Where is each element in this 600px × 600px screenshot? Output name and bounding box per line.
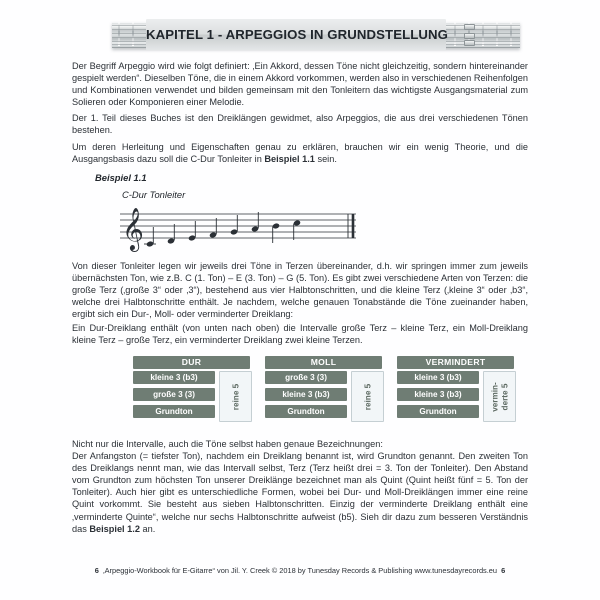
paragraph-definition: Der Begriff Arpeggio wird wie folgt definiert: ‚Ein Akkord, dessen Töne nicht gleichzeitig, sondern hintereinander gespielt werden“. Dieselben Töne, die in einem Akkord vorkommen, werden also in verschiedenen Reihenfolgen und Kombinationen verwendet und bilden gemeinsam mit den Tonleitern das wichtigste Ausgangsmaterial zum Solieren oder Komponieren einer Melodie.: [72, 61, 528, 108]
triad-row: kleine 3 (b3): [133, 371, 215, 384]
footer-copyright: ‚Arpeggio-Workbook für E-Gitarre“ von Jil. Y. Creek © 2018 by Tunesday Records & Publishing www.tunesdayrecords.eu: [102, 566, 498, 575]
paragraph-part-one: Der 1. Teil dieses Buches ist den Dreiklängen gewidmet, also Arpeggios, die aus drei verschiedenen Tönen bestehen.: [72, 113, 528, 136]
chapter-title-plate: [146, 19, 449, 50]
chapter-title: KAPITEL 1 - ARPEGGIOS IN GRUNDSTELLUNG: [146, 27, 449, 42]
triad-dur-heading: DUR: [133, 356, 250, 369]
treble-clef-icon: [122, 207, 144, 252]
thirds-text-block: [72, 260, 528, 320]
triad-row: große 3 (3): [133, 388, 215, 401]
paragraph-theory-intro: [72, 141, 528, 165]
triad-moll: [265, 356, 382, 424]
fifth-label-line-2: derte 5: [499, 383, 509, 410]
paragraph-tone-names-post: an.: [139, 523, 156, 534]
paragraph-tone-names: [72, 450, 528, 535]
triad-row: Grundton: [133, 405, 215, 418]
staff-lines: [120, 214, 356, 238]
triad-vermindert-fifth-label: [490, 374, 509, 420]
triad-vermindert-heading: VERMINDERT: [397, 356, 514, 369]
triad-intervals-text-block: [72, 322, 528, 357]
triad-dur-rows: [133, 371, 215, 422]
example-ref-1-1: Beispiel 1.1: [264, 154, 315, 165]
intro-text-block: [72, 60, 528, 119]
triad-vermindert-fifth: [483, 371, 516, 422]
tuning-peg-icon: [464, 24, 475, 30]
triad-row: kleine 3 (b3): [397, 388, 479, 401]
staff-svg: [118, 206, 358, 254]
triad-moll-rows: [265, 371, 347, 422]
paragraph-tone-names-pre: Der Anfangston (= tiefster Ton), nachdem ein Dreiklang benannt ist, wird Grundton genannt. Den zweiten Ton des Dreiklangs nennt man, wie das Intervall selbst, Terz (Terz heißt drei = 3. Ton der Tonleiter). Den Abstand vom Grundton zum höchsten Ton unserer Dreiklänge bezeichnet man als Quint (Quint heißt fünf = 5. Ton der Tonleiter). Auch hier gibt es unterschiedliche Formen, wobei bei Dur- und Moll-Dreiklängen immer eine reine Quint vorkommt. Sie besteht aus sieben Halbtonschritten. Einzig der verminderte Dreiklang enthält eine ‚verminderte Quinte“, welche nur sechs Halbtonschritte aufweist (b5). Sieh dir dazu zum besseren Verständnis das: [72, 451, 528, 534]
triad-dur: [133, 356, 250, 424]
example-label: Beispiel 1.1: [95, 172, 147, 183]
triad-dur-fifth: [219, 371, 252, 422]
page-number-right: 6: [501, 566, 506, 575]
triad-row: kleine 3 (b3): [397, 371, 479, 384]
page-number-left: 6: [94, 566, 99, 575]
example-subtitle: C-Dur Tonleiter: [122, 189, 186, 200]
paragraph-triad-intervals: Ein Dur-Dreiklang enthält (von unten nach oben) die Intervalle große Terz – kleine Terz, ein Moll-Dreiklang kleine Terz – große Terz, ein verminderter Dreiklang zwei kleine Terzen.: [72, 323, 528, 346]
chapter-header-banner: [112, 19, 520, 52]
triad-moll-fifth-label: reine 5: [362, 383, 372, 410]
triad-row: Grundton: [265, 405, 347, 418]
music-notation-staff: [118, 206, 358, 254]
triad-moll-heading: MOLL: [265, 356, 382, 369]
triad-row: kleine 3 (b3): [265, 388, 347, 401]
note-group: [144, 212, 301, 247]
paragraph-theory-intro-post: sein.: [314, 154, 337, 165]
theory-intro-block: [72, 141, 528, 176]
svg-text:𝄞: 𝄞: [122, 207, 144, 250]
tone-names-block: [72, 438, 528, 535]
paragraph-theory-intro-pre: Um deren Herleitung und Eigenschaften genau zu erklären, brauchen wir ein wenig Theorie, und die Ausgangsbasis dazu soll die C-Dur Tonleiter in: [72, 142, 528, 165]
page-footer: [0, 566, 600, 575]
triad-dur-fifth-label: reine 5: [230, 383, 240, 410]
example-ref-1-2: Beispiel 1.2: [89, 523, 140, 534]
triad-vermindert-rows: [397, 371, 479, 422]
triad-row: große 3 (3): [265, 371, 347, 384]
fifth-label-line-1: vermin-: [490, 381, 499, 412]
triad-diagrams: [133, 356, 533, 424]
triad-row: Grundton: [397, 405, 479, 418]
triad-moll-fifth: [351, 371, 384, 422]
paragraph-tone-names-intro: Nicht nur die Intervalle, auch die Töne selbst haben genaue Bezeichnungen:: [72, 439, 383, 449]
triad-vermindert: [397, 356, 514, 424]
tuning-peg-icon: [464, 40, 475, 46]
paragraph-thirds: Von dieser Tonleiter legen wir jeweils drei Töne in Terzen übereinander, d.h. wir springen immer zum jeweils übernächsten Ton, wie z.B. C (1. Ton) – E (3. Ton) – G (5. Ton). Es gibt zwei verschiedene Arten von Terzen: die große Terz (‚große 3“ oder ‚3“), bestehend aus vier Halbtonschritten, und die kleine Terz (‚kleine 3“ oder ‚b3“, welche drei Halbtonschritte enthält. Je nachdem, welche genauen Tonabstände die Töne zueinander haben, ergibt sich ein Dur-, Moll- oder verminderter Dreiklang:: [72, 261, 528, 320]
tuning-peg-icon: [464, 33, 475, 39]
